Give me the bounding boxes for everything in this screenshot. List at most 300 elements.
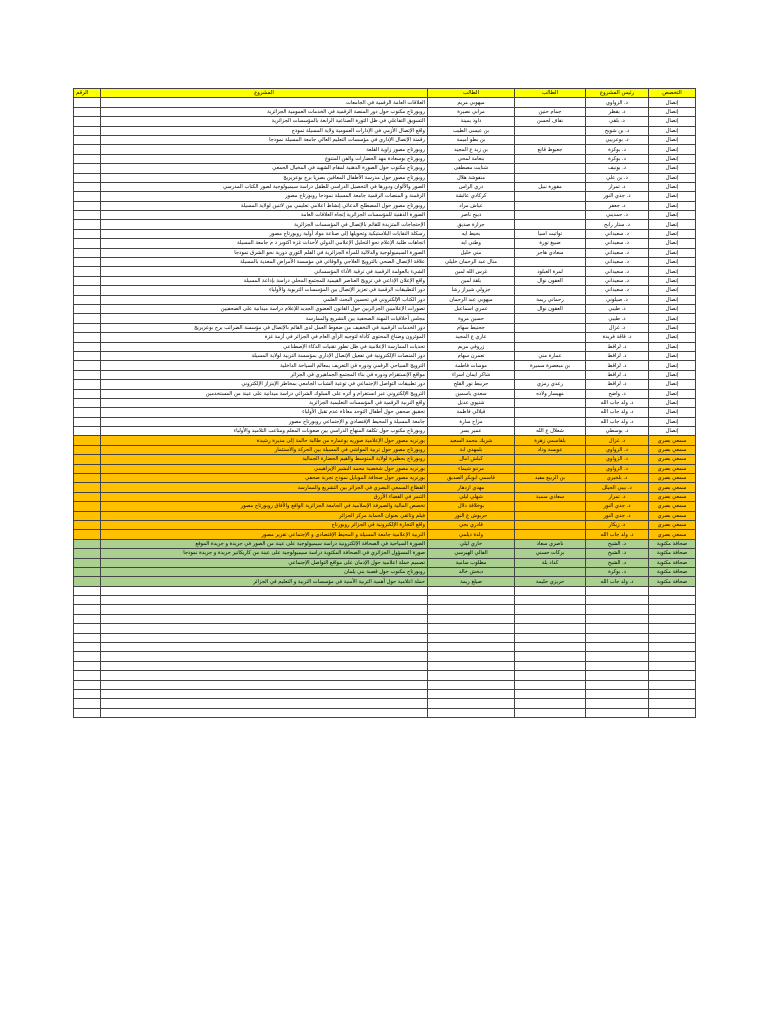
cell-student-1[interactable]: جزولي شيراز رشا [428, 286, 515, 295]
cell-student-2[interactable] [515, 342, 586, 351]
cell-project[interactable]: روبورتاج مكتوب حول تكلفة المنهاج الدراسي بين صعوبات المعلم ومتاعب التلاميذ والأولياء [101, 427, 428, 436]
cell-student-2[interactable]: شعلال ع الله [515, 427, 586, 436]
cell-student-2[interactable] [515, 314, 586, 323]
cell-number[interactable] [74, 201, 101, 210]
empty-cell[interactable] [586, 633, 649, 642]
cell-specialty[interactable]: إتصال [649, 361, 696, 370]
empty-cell[interactable] [428, 586, 515, 595]
cell-student-1[interactable]: قاسمي ابوبكر الصديق [428, 474, 515, 483]
cell-number[interactable] [74, 398, 101, 407]
cell-number[interactable] [74, 239, 101, 248]
cell-project[interactable]: الإحتجاجات المتزيدة للقائم بالإتصال في المؤسسات الجزائرية [101, 220, 428, 229]
cell-student-2[interactable]: جعبوط قانع [515, 145, 586, 154]
cell-number[interactable] [74, 427, 101, 436]
cell-student-1[interactable]: حسين مروة [428, 314, 515, 323]
empty-cell[interactable] [649, 586, 696, 595]
cell-supervisor[interactable]: د. الزواوي [586, 98, 649, 107]
cell-specialty[interactable]: إتصال [649, 229, 696, 238]
cell-specialty[interactable]: إتصال [649, 267, 696, 276]
cell-number[interactable] [74, 408, 101, 417]
cell-student-2[interactable]: العقون نوال [515, 304, 586, 313]
cell-supervisor[interactable]: د. جدي النور [586, 192, 649, 201]
cell-student-1[interactable]: جرارة صديق [428, 220, 515, 229]
cell-student-1[interactable]: قيلالي فاطمة [428, 408, 515, 417]
cell-supervisor[interactable]: د. بوسطي [586, 427, 649, 436]
cell-student-2[interactable] [515, 286, 586, 295]
cell-student-2[interactable]: بلقاسمي زهرة [515, 436, 586, 445]
cell-number[interactable] [74, 145, 101, 154]
cell-specialty[interactable]: إتصال [649, 408, 696, 417]
cell-project[interactable]: تخصص المالية والصيرفة الإسلامية في الجامعة الجزائرية الواقع والأفاق روبورتاج مصور [101, 502, 428, 511]
cell-number[interactable] [74, 276, 101, 285]
cell-student-1[interactable]: شاكر ايمان اسراء [428, 370, 515, 379]
cell-student-2[interactable]: لمرة العبلود [515, 267, 586, 276]
cell-project[interactable]: الترويج الإلكتروني عبر انستغرام و أثره على السلوك الشرائي دراسة ميدانية على عينة من المستخدمين [101, 389, 428, 398]
cell-supervisor[interactable]: د. بلقي [586, 117, 649, 126]
empty-cell[interactable] [101, 614, 428, 623]
cell-student-2[interactable] [515, 173, 586, 182]
cell-project[interactable]: التربية الإعلامية جامعة المسيلة و المحيط الإقتصادي و الإجتماعي تقرير مصور [101, 530, 428, 539]
cell-number[interactable] [74, 333, 101, 342]
cell-student-1[interactable]: بلقة لمين [428, 276, 515, 285]
cell-student-1[interactable]: دري الراس [428, 182, 515, 191]
cell-project[interactable]: الشيء بالعولمة الرقمية في ترقية الأداء المؤسساتي [101, 267, 428, 276]
cell-number[interactable] [74, 117, 101, 126]
header-project[interactable]: المشروع [101, 89, 428, 98]
empty-cell[interactable] [649, 708, 696, 717]
cell-student-2[interactable]: العفون نوال [515, 276, 586, 285]
cell-supervisor[interactable]: د. سعيداني [586, 248, 649, 257]
cell-specialty[interactable]: إتصال [649, 182, 696, 191]
empty-cell[interactable] [101, 643, 428, 652]
cell-specialty[interactable]: إتصال [649, 239, 696, 248]
cell-student-1[interactable]: عياش مراد [428, 201, 515, 210]
cell-specialty[interactable]: إتصال [649, 427, 696, 436]
cell-student-2[interactable]: عويسة وداد [515, 445, 586, 454]
header-student-2[interactable]: الطالب [515, 89, 586, 98]
cell-student-2[interactable]: رعدي رمزي [515, 380, 586, 389]
cell-student-1[interactable]: بحيط ايه [428, 229, 515, 238]
empty-cell[interactable] [101, 690, 428, 699]
cell-student-1[interactable]: ميهوبي مريم [428, 98, 515, 107]
empty-cell[interactable] [428, 605, 515, 614]
empty-cell[interactable] [428, 661, 515, 670]
cell-supervisor[interactable]: د. بوعريبي [586, 135, 649, 144]
cell-specialty[interactable]: سمعي بصري [649, 530, 696, 539]
cell-number[interactable] [74, 511, 101, 520]
empty-cell[interactable] [74, 643, 101, 652]
cell-student-1[interactable]: كبلش امال [428, 455, 515, 464]
cell-specialty[interactable]: إتصال [649, 295, 696, 304]
cell-student-1[interactable]: دبخش خالد [428, 567, 515, 576]
cell-student-1[interactable]: عمير يسر [428, 427, 515, 436]
cell-supervisor[interactable]: د. بن علي [586, 173, 649, 182]
cell-specialty[interactable]: صحافة مكتوبة [649, 549, 696, 558]
empty-cell[interactable] [74, 633, 101, 642]
cell-project[interactable]: اتجاهات طلبة الإعلام نحو التحليل الإعلامي الدولي لأحداث غزة اكتوبر د م جامعة المسيلة [101, 239, 428, 248]
cell-supervisor[interactable]: د. ولد جاب الله [586, 398, 649, 407]
cell-supervisor[interactable]: د. ولد جاب الله [586, 417, 649, 426]
cell-supervisor[interactable]: د. بوكرة [586, 145, 649, 154]
empty-cell[interactable] [515, 596, 586, 605]
cell-specialty[interactable]: إتصال [649, 351, 696, 360]
cell-supervisor[interactable]: د. ولد جاب الله [586, 408, 649, 417]
cell-number[interactable] [74, 483, 101, 492]
cell-project[interactable]: بورتريه مصور حول شخصية محمد البشير الإبراهيمي [101, 464, 428, 473]
cell-specialty[interactable]: إتصال [649, 323, 696, 332]
cell-number[interactable] [74, 229, 101, 238]
empty-cell[interactable] [428, 633, 515, 642]
cell-number[interactable] [74, 558, 101, 567]
cell-supervisor[interactable]: د. جدي النور [586, 511, 649, 520]
empty-cell[interactable] [101, 708, 428, 717]
cell-supervisor[interactable]: د. سعيداني [586, 239, 649, 248]
cell-supervisor[interactable]: د. بن شويخ [586, 126, 649, 135]
empty-cell[interactable] [586, 596, 649, 605]
cell-supervisor[interactable]: د. زيكار [586, 520, 649, 529]
cell-student-1[interactable]: شتيوي عديل [428, 398, 515, 407]
cell-specialty[interactable]: إتصال [649, 380, 696, 389]
cell-specialty[interactable]: إتصال [649, 417, 696, 426]
cell-student-1[interactable]: حربيط نور القلح [428, 380, 515, 389]
empty-cell[interactable] [515, 708, 586, 717]
cell-number[interactable] [74, 314, 101, 323]
cell-student-1[interactable]: موسات فاطمة [428, 361, 515, 370]
cell-project[interactable]: فيلم وثائقي بعنوان الحماية مركز الجزائر [101, 511, 428, 520]
cell-student-2[interactable]: كداد بلة [515, 558, 586, 567]
cell-supervisor[interactable]: د. ستار رابح [586, 220, 649, 229]
cell-student-2[interactable] [515, 483, 586, 492]
cell-project[interactable]: واقع الإعلان الإذاعي في ترويج العناصر القيمية للمجتمع المحلي دراسة بإذاعة المسيلة [101, 276, 428, 285]
cell-student-2[interactable]: عمارة مني [515, 351, 586, 360]
cell-student-1[interactable]: داود يمينة [428, 117, 515, 126]
cell-specialty[interactable]: إتصال [649, 164, 696, 173]
cell-project[interactable]: روبورتاج مصور حول تربية المواشي في المسيلة بين الحركة والاستثمار [101, 445, 428, 454]
cell-project[interactable]: حملة اعلامية حول أهمية التربية الأمنية في مؤسسات التربية و التعليم في الجزائر [101, 577, 428, 586]
cell-student-2[interactable]: مقورة نبيل [515, 182, 586, 191]
cell-student-2[interactable] [515, 126, 586, 135]
cell-supervisor[interactable]: د. بلخيري [586, 474, 649, 483]
cell-supervisor[interactable]: د. تمرار [586, 492, 649, 501]
cell-specialty[interactable]: سمعي بصري [649, 502, 696, 511]
cell-student-2[interactable]: ناصري سعاد [515, 539, 586, 548]
cell-student-1[interactable]: شريك محمد السعيد [428, 436, 515, 445]
empty-cell[interactable] [586, 690, 649, 699]
cell-supervisor[interactable]: د. طيبي [586, 304, 649, 313]
empty-cell[interactable] [515, 643, 586, 652]
cell-student-2[interactable] [515, 220, 586, 229]
cell-supervisor[interactable]: د. الزواوي [586, 455, 649, 464]
cell-student-2[interactable] [515, 464, 586, 473]
cell-supervisor[interactable]: د. بقطر [586, 107, 649, 116]
cell-project[interactable]: روبورتاج مكتوب حول دور المنصة الرقمية في الخدمات العمومية الجزائرية [101, 107, 428, 116]
cell-number[interactable] [74, 520, 101, 529]
cell-student-1[interactable]: بن بطو اميمة [428, 135, 515, 144]
cell-project[interactable]: الصورة السيميولوجية والدلالية للمرأة الجزائرية في الفلم الثوري دورية نحو الشرق نموذجا [101, 248, 428, 257]
empty-cell[interactable] [586, 614, 649, 623]
empty-cell[interactable] [515, 652, 586, 661]
empty-cell[interactable] [428, 596, 515, 605]
cell-student-2[interactable] [515, 567, 586, 576]
cell-student-1[interactable]: غرس الله لمين [428, 267, 515, 276]
cell-number[interactable] [74, 567, 101, 576]
cell-supervisor[interactable]: د. صيلوني [586, 295, 649, 304]
cell-number[interactable] [74, 192, 101, 201]
cell-number[interactable] [74, 211, 101, 220]
empty-cell[interactable] [649, 680, 696, 689]
empty-cell[interactable] [74, 690, 101, 699]
cell-student-1[interactable]: مهدي ازدهار [428, 483, 515, 492]
cell-number[interactable] [74, 492, 101, 501]
cell-specialty[interactable]: إتصال [649, 248, 696, 257]
cell-number[interactable] [74, 474, 101, 483]
cell-specialty[interactable]: سمعي بصري [649, 492, 696, 501]
cell-specialty[interactable]: صحافة مكتوبة [649, 558, 696, 567]
cell-supervisor[interactable]: د. بيبي الجيلل [586, 483, 649, 492]
cell-supervisor[interactable]: د. الزواوي [586, 445, 649, 454]
cell-supervisor[interactable]: د. لراقط [586, 342, 649, 351]
cell-project[interactable]: تصميم حملة اعلامية حول الإدمان على مواقع التواصل الإجتماعي [101, 558, 428, 567]
cell-student-2[interactable]: تواتيت اسيا [515, 229, 586, 238]
empty-cell[interactable] [649, 671, 696, 680]
cell-project[interactable]: دور الخدمات الرقمية في التخفيف من ضغوط العمل لدى القائم بالإتصال في مؤسسة الضرائب برج بوعريريج [101, 323, 428, 332]
cell-student-2[interactable]: حريزي حليمة [515, 577, 586, 586]
empty-cell[interactable] [101, 596, 428, 605]
cell-student-2[interactable]: سعادي سمية [515, 492, 586, 501]
cell-supervisor[interactable]: د. سعيداني [586, 258, 649, 267]
empty-cell[interactable] [428, 614, 515, 623]
cell-specialty[interactable]: إتصال [649, 333, 696, 342]
cell-supervisor[interactable]: د. الزواوي [586, 464, 649, 473]
cell-project[interactable]: العلاقات العامة الرقمية في الجامعات [101, 98, 428, 107]
cell-specialty[interactable]: إتصال [649, 276, 696, 285]
empty-cell[interactable] [649, 643, 696, 652]
cell-student-2[interactable] [515, 370, 586, 379]
header-specialty[interactable]: التخصص [649, 89, 696, 98]
cell-supervisor[interactable]: د. ولد جاب الله [586, 577, 649, 586]
cell-specialty[interactable]: سمعي بصري [649, 511, 696, 520]
cell-project[interactable]: روبورتاج بوسعادة مهد الحضارات والفن المتنوع [101, 154, 428, 163]
cell-project[interactable]: دور المنصات الإلكترونية في تفعيل الإتصال الإداري بمؤسسة التربية لولاية المسيلة [101, 351, 428, 360]
cell-supervisor[interactable]: د. سعيداني [586, 286, 649, 295]
empty-cell[interactable] [428, 708, 515, 717]
empty-cell[interactable] [101, 671, 428, 680]
cell-number[interactable] [74, 107, 101, 116]
cell-supervisor[interactable]: د. طيبي [586, 314, 649, 323]
cell-specialty[interactable]: إتصال [649, 220, 696, 229]
cell-project[interactable]: روبورتاج بحظيرة لولاية المتوسط والقيم الحضارة الجمالية [101, 455, 428, 464]
cell-student-1[interactable]: وطني ايه [428, 239, 515, 248]
cell-specialty[interactable]: إتصال [649, 98, 696, 107]
cell-student-2[interactable] [515, 417, 586, 426]
cell-project[interactable]: واقع التربية الرقمية في المؤسسات التعليمية الجزائرية [101, 398, 428, 407]
cell-student-2[interactable] [515, 192, 586, 201]
empty-cell[interactable] [101, 661, 428, 670]
cell-specialty[interactable]: إتصال [649, 370, 696, 379]
cell-project[interactable]: الترويج السياحي الرقمي ودوره في التعريف بمعالم السياحة الداخلية [101, 361, 428, 370]
cell-project[interactable]: روبورتاج مكتوب حول الصورة الذهنية لمقام الشهيد في المخيال الجمعي [101, 164, 428, 173]
cell-project[interactable]: روبورتاج مصور حول مدرسة الأطفال المعاقين بصريا برج بوعريريج [101, 173, 428, 182]
cell-student-1[interactable]: عمري اسماعيل [428, 304, 515, 313]
cell-number[interactable] [74, 351, 101, 360]
cell-specialty[interactable]: إتصال [649, 304, 696, 313]
cell-student-2[interactable] [515, 455, 586, 464]
empty-cell[interactable] [649, 661, 696, 670]
empty-cell[interactable] [101, 605, 428, 614]
cell-specialty[interactable]: إتصال [649, 201, 696, 210]
cell-student-1[interactable]: شهلي ليلي [428, 492, 515, 501]
cell-number[interactable] [74, 295, 101, 304]
cell-number[interactable] [74, 126, 101, 135]
cell-supervisor[interactable]: د. غزال [586, 323, 649, 332]
cell-student-1[interactable]: بنعامة لمحي [428, 154, 515, 163]
header-supervisor[interactable]: رئيس المشروع [586, 89, 649, 98]
cell-student-2[interactable] [515, 520, 586, 529]
cell-specialty[interactable]: سمعي بصري [649, 464, 696, 473]
cell-supervisor[interactable]: د. جدي النور [586, 502, 649, 511]
cell-number[interactable] [74, 248, 101, 257]
cell-supervisor[interactable]: د. حمديني [586, 211, 649, 220]
cell-number[interactable] [74, 502, 101, 511]
empty-cell[interactable] [74, 708, 101, 717]
cell-student-1[interactable]: منفوشة هلال [428, 173, 515, 182]
cell-number[interactable] [74, 154, 101, 163]
empty-cell[interactable] [515, 699, 586, 708]
empty-cell[interactable] [586, 680, 649, 689]
cell-number[interactable] [74, 220, 101, 229]
cell-number[interactable] [74, 173, 101, 182]
cell-specialty[interactable]: إتصال [649, 145, 696, 154]
empty-cell[interactable] [428, 624, 515, 633]
cell-student-1[interactable]: الفالي الهيرسي [428, 549, 515, 558]
cell-student-1[interactable]: بلمهدي ابة [428, 445, 515, 454]
cell-number[interactable] [74, 530, 101, 539]
cell-project[interactable]: روبورتاج مكتوب حول قصبة بني يلمان [101, 567, 428, 576]
cell-student-1[interactable]: شنايت مصطفى [428, 164, 515, 173]
cell-specialty[interactable]: إتصال [649, 192, 696, 201]
cell-specialty[interactable]: إتصال [649, 154, 696, 163]
cell-student-2[interactable] [515, 333, 586, 342]
cell-student-1[interactable]: منال عبد الرحمان خليلي [428, 258, 515, 267]
cell-student-1[interactable]: تعمرن سهام [428, 351, 515, 360]
empty-cell[interactable] [428, 652, 515, 661]
empty-cell[interactable] [428, 680, 515, 689]
cell-project[interactable]: تصورات الإعلاميين الجزائريين حول القانون العضوي الجديد للإعلام دراسة ميدانية على الصحفيين [101, 304, 428, 313]
cell-number[interactable] [74, 549, 101, 558]
cell-project[interactable]: مواقع الإنستقرام ودوره في بناء المجتمع الجماهيري في الجزائر [101, 370, 428, 379]
cell-supervisor[interactable]: د. لراقط [586, 380, 649, 389]
cell-specialty[interactable]: سمعي بصري [649, 474, 696, 483]
cell-student-1[interactable]: مرابي نصيرة [428, 107, 515, 116]
empty-cell[interactable] [515, 661, 586, 670]
empty-cell[interactable] [515, 586, 586, 595]
header-number[interactable]: الرقم [74, 89, 101, 98]
cell-specialty[interactable]: صحافة مكتوبة [649, 567, 696, 576]
cell-supervisor[interactable]: د. الشيخ [586, 539, 649, 548]
cell-supervisor[interactable]: د. سعيداني [586, 276, 649, 285]
cell-project[interactable]: علاقة الإتصال الصحي بالترويج العلاجي والوقائي في مؤسسة الأمراض المعدية بالمسيلة [101, 258, 428, 267]
empty-cell[interactable] [586, 661, 649, 670]
cell-supervisor[interactable]: د. بونيف [586, 164, 649, 173]
cell-number[interactable] [74, 164, 101, 173]
cell-student-1[interactable]: زروقي مريم [428, 342, 515, 351]
cell-project[interactable]: دور تطبيقات التواصل الإجتماعي في توعية الشباب الجامعي بمخاطر الإبتزاز الإلكتروني [101, 380, 428, 389]
cell-project[interactable]: واقع التجارة الإلكترونية في الجزائر روبورتاج [101, 520, 428, 529]
cell-student-1[interactable]: ولدة ديلمي [428, 530, 515, 539]
empty-cell[interactable] [649, 624, 696, 633]
cell-student-1[interactable]: مرتنو شيماء [428, 464, 515, 473]
cell-specialty[interactable]: سمعي بصري [649, 455, 696, 464]
cell-project[interactable]: الصور والألوان ودورها في التحصيل الدراسي للطفل دراسة سيميولوجية لصور الكتاب المدرسي [101, 182, 428, 191]
cell-specialty[interactable]: صحافة مكتوبة [649, 577, 696, 586]
cell-specialty[interactable]: إتصال [649, 117, 696, 126]
cell-supervisor[interactable]: د. غزال [586, 436, 649, 445]
cell-student-2[interactable] [515, 511, 586, 520]
cell-student-1[interactable]: جحنيط سهام [428, 323, 515, 332]
cell-specialty[interactable]: إتصال [649, 342, 696, 351]
cell-supervisor[interactable]: د. لراقط [586, 361, 649, 370]
cell-project[interactable]: واقع الإتصال الأزمي في الإدارات العمومية ولاية المسيلة نموذج [101, 126, 428, 135]
cell-project[interactable]: بورتريه مصور حول الإعلامية صوريه بوعماره من طالبة حالمة إلى مديرة رشيدة [101, 436, 428, 445]
cell-student-2[interactable] [515, 408, 586, 417]
cell-project[interactable]: جامعة المسيلة و المحيط الإقتصادي و الإجتماعي روبورتاج مصور [101, 417, 428, 426]
cell-project[interactable]: الموثرون وصناع المحتوى كأداة لتوجيه الرأي العام في الجزائر في أزمة غزة [101, 333, 428, 342]
cell-project[interactable]: الصورة السياحية في الصحافة الإلكترونية دراسة سيميولوجية على عينة من الصور في جريدة و جريدة الموقع [101, 539, 428, 548]
cell-student-2[interactable] [515, 154, 586, 163]
cell-number[interactable] [74, 267, 101, 276]
cell-student-2[interactable] [515, 398, 586, 407]
cell-project[interactable]: الصورة الذهنية للمؤسسات الجزائرية إتجاه العلاقات العامة [101, 211, 428, 220]
cell-student-2[interactable] [515, 258, 586, 267]
cell-project[interactable]: بورتريه مصور حول صحافة الموبايل نموذج تجربة صحفي [101, 474, 428, 483]
cell-number[interactable] [74, 98, 101, 107]
cell-specialty[interactable]: إتصال [649, 389, 696, 398]
cell-number[interactable] [74, 455, 101, 464]
cell-student-2[interactable] [515, 211, 586, 220]
empty-cell[interactable] [74, 586, 101, 595]
empty-cell[interactable] [586, 624, 649, 633]
cell-student-1[interactable]: قادري بحي [428, 520, 515, 529]
cell-student-2[interactable]: مهيسار ولاده [515, 389, 586, 398]
cell-student-2[interactable]: سعادي هاجر [515, 248, 586, 257]
cell-supervisor[interactable]: د. سعيداني [586, 267, 649, 276]
empty-cell[interactable] [428, 699, 515, 708]
cell-specialty[interactable]: سمعي بصري [649, 483, 696, 492]
empty-cell[interactable] [649, 699, 696, 708]
cell-student-1[interactable]: صيلغ ريمة [428, 577, 515, 586]
empty-cell[interactable] [101, 680, 428, 689]
empty-cell[interactable] [74, 680, 101, 689]
cell-number[interactable] [74, 286, 101, 295]
cell-supervisor[interactable]: د. بوكرة [586, 567, 649, 576]
cell-specialty[interactable]: إتصال [649, 398, 696, 407]
cell-specialty[interactable]: سمعي بصري [649, 445, 696, 454]
empty-cell[interactable] [515, 624, 586, 633]
cell-student-2[interactable] [515, 98, 586, 107]
empty-cell[interactable] [74, 605, 101, 614]
cell-project[interactable]: تحديات الممارسة الإعلامية في ظل تطور تقنيات الذكاء الإصطناعي [101, 342, 428, 351]
cell-number[interactable] [74, 417, 101, 426]
cell-project[interactable]: القطاع السمعي البصري في الجزائر بين التشريع والممارسة [101, 483, 428, 492]
empty-cell[interactable] [101, 624, 428, 633]
cell-project[interactable]: دور التطبيقات الرقمية في تعزيز الإتصال بين المؤسسات التربوية والأولياء [101, 286, 428, 295]
cell-number[interactable] [74, 304, 101, 313]
cell-specialty[interactable]: إتصال [649, 211, 696, 220]
cell-supervisor[interactable]: د. لراقط [586, 351, 649, 360]
cell-specialty[interactable]: إتصال [649, 258, 696, 267]
empty-cell[interactable] [649, 596, 696, 605]
cell-supervisor[interactable]: د. سعيداني [586, 229, 649, 238]
